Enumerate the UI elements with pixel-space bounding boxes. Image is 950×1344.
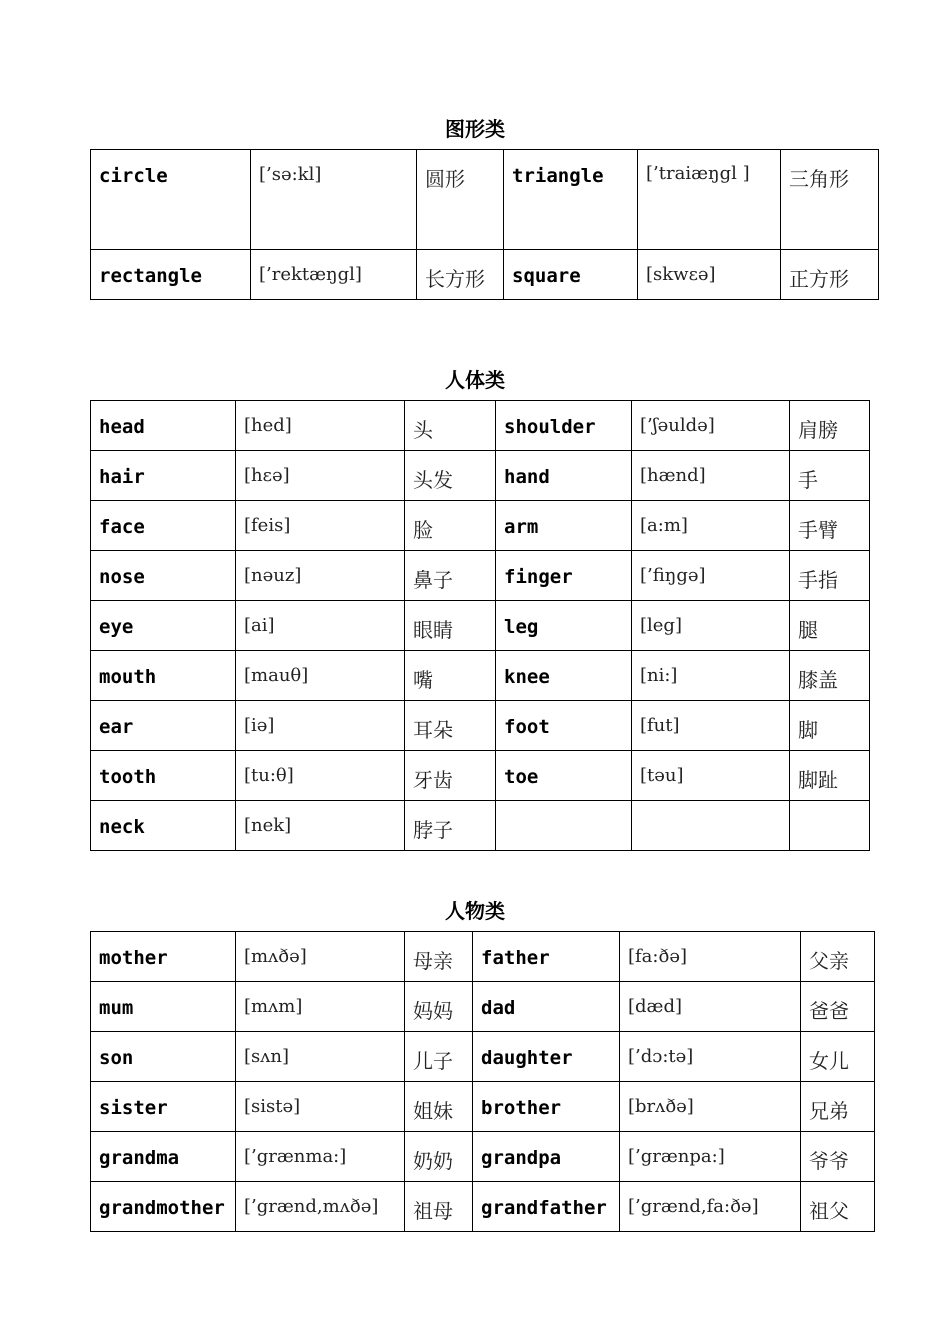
word-en: toe <box>496 751 632 801</box>
word-phonetic: [hed] <box>236 401 405 451</box>
vocab-table-shapes <box>90 149 879 300</box>
word-en: leg <box>496 601 632 651</box>
table-row <box>91 150 879 250</box>
word-phonetic: [hænd] <box>632 451 790 501</box>
table-row <box>91 601 870 651</box>
word-en: sister <box>91 1082 236 1132</box>
word-en: grandpa <box>473 1132 620 1182</box>
vocab-table-body <box>90 400 870 851</box>
word-phonetic: [ai] <box>236 601 405 651</box>
word-phonetic: [mauθ] <box>236 651 405 701</box>
word-zh: 奶奶 <box>405 1132 473 1182</box>
word-en: grandfather <box>473 1182 620 1232</box>
word-phonetic: [feis] <box>236 501 405 551</box>
word-phonetic: [sistə] <box>236 1082 405 1132</box>
word-zh: 正方形 <box>781 250 879 300</box>
table-row <box>91 1182 875 1232</box>
table-row <box>91 501 870 551</box>
word-en: finger <box>496 551 632 601</box>
word-phonetic: [nek] <box>236 801 405 851</box>
word-en: circle <box>91 150 251 250</box>
word-zh: 头 <box>405 401 496 451</box>
word-en: tooth <box>91 751 236 801</box>
word-phonetic <box>632 801 790 851</box>
word-en: mum <box>91 982 236 1032</box>
word-zh <box>790 801 870 851</box>
word-phonetic: [mʌðə] <box>236 932 405 982</box>
table-row <box>91 451 870 501</box>
word-phonetic: [dæd] <box>620 982 801 1032</box>
word-phonetic: [brʌðə] <box>620 1082 801 1132</box>
word-phonetic: [nəuz] <box>236 551 405 601</box>
word-phonetic: [skwɛə] <box>638 250 781 300</box>
word-phonetic: [ni:] <box>632 651 790 701</box>
word-en: ear <box>91 701 236 751</box>
table-row <box>91 982 875 1032</box>
word-phonetic: [’ʃəuldə] <box>632 401 790 451</box>
word-en: neck <box>91 801 236 851</box>
word-en <box>496 801 632 851</box>
word-phonetic: [fut] <box>632 701 790 751</box>
word-zh: 牙齿 <box>405 751 496 801</box>
word-en: nose <box>91 551 236 601</box>
word-zh: 眼睛 <box>405 601 496 651</box>
word-phonetic: [’dɔ:tə] <box>620 1032 801 1082</box>
word-en: triangle <box>504 150 638 250</box>
word-zh: 脚趾 <box>790 751 870 801</box>
word-en: foot <box>496 701 632 751</box>
table-row <box>91 1082 875 1132</box>
word-en: brother <box>473 1082 620 1132</box>
word-phonetic: [’rektæŋgl] <box>251 250 417 300</box>
word-phonetic: [sʌn] <box>236 1032 405 1082</box>
word-en: mouth <box>91 651 236 701</box>
word-phonetic: [’grænd,fa:ðə] <box>620 1182 801 1232</box>
word-zh: 头发 <box>405 451 496 501</box>
word-phonetic: [’grænd,mʌðə] <box>236 1182 405 1232</box>
word-phonetic: [iə] <box>236 701 405 751</box>
word-zh: 脚 <box>790 701 870 751</box>
vocab-table-people <box>90 931 875 1232</box>
table-row <box>91 1132 875 1182</box>
word-en: arm <box>496 501 632 551</box>
word-en: mother <box>91 932 236 982</box>
word-en: son <box>91 1032 236 1082</box>
word-en: head <box>91 401 236 451</box>
word-zh: 肩膀 <box>790 401 870 451</box>
word-en: daughter <box>473 1032 620 1082</box>
word-phonetic: [hɛə] <box>236 451 405 501</box>
word-zh: 脸 <box>405 501 496 551</box>
word-zh: 手指 <box>790 551 870 601</box>
word-phonetic: [mʌm] <box>236 982 405 1032</box>
word-en: face <box>91 501 236 551</box>
word-zh: 腿 <box>790 601 870 651</box>
word-zh: 爷爷 <box>801 1132 875 1182</box>
table-row <box>91 1032 875 1082</box>
word-zh: 女儿 <box>801 1032 875 1082</box>
word-phonetic: [’fiŋgə] <box>632 551 790 601</box>
word-phonetic: [’grænpa:] <box>620 1132 801 1182</box>
word-en: knee <box>496 651 632 701</box>
word-zh: 父亲 <box>801 932 875 982</box>
word-phonetic: [tu:θ] <box>236 751 405 801</box>
word-zh: 兄弟 <box>801 1082 875 1132</box>
word-zh: 圆形 <box>417 150 504 250</box>
word-en: hand <box>496 451 632 501</box>
word-phonetic: [’grænma:] <box>236 1132 405 1182</box>
table-row <box>91 551 870 601</box>
word-phonetic: [’sə:kl] <box>251 150 417 250</box>
word-zh: 爸爸 <box>801 982 875 1032</box>
section-title-shapes: 图形类 <box>445 117 505 141</box>
word-zh: 三角形 <box>781 150 879 250</box>
word-zh: 手臂 <box>790 501 870 551</box>
section-title-body: 人体类 <box>445 368 505 392</box>
word-zh: 鼻子 <box>405 551 496 601</box>
word-zh: 祖父 <box>801 1182 875 1232</box>
table-row <box>91 751 870 801</box>
word-en: grandma <box>91 1132 236 1182</box>
section-title-people: 人物类 <box>445 899 505 923</box>
word-en: dad <box>473 982 620 1032</box>
word-zh: 膝盖 <box>790 651 870 701</box>
word-zh: 祖母 <box>405 1182 473 1232</box>
word-en: father <box>473 932 620 982</box>
word-zh: 手 <box>790 451 870 501</box>
word-en: square <box>504 250 638 300</box>
word-en: shoulder <box>496 401 632 451</box>
table-row <box>91 701 870 751</box>
word-phonetic: [təu] <box>632 751 790 801</box>
table-row <box>91 250 879 300</box>
word-zh: 母亲 <box>405 932 473 982</box>
word-zh: 妈妈 <box>405 982 473 1032</box>
word-phonetic: [’traiæŋgl ] <box>638 150 781 250</box>
word-zh: 耳朵 <box>405 701 496 751</box>
table-row <box>91 651 870 701</box>
word-en: eye <box>91 601 236 651</box>
table-row <box>91 932 875 982</box>
word-phonetic: [leg] <box>632 601 790 651</box>
table-row <box>91 401 870 451</box>
word-en: grandmother <box>91 1182 236 1232</box>
word-en: hair <box>91 451 236 501</box>
word-zh: 脖子 <box>405 801 496 851</box>
word-zh: 儿子 <box>405 1032 473 1082</box>
word-zh: 长方形 <box>417 250 504 300</box>
table-row <box>91 801 870 851</box>
word-phonetic: [a:m] <box>632 501 790 551</box>
word-zh: 嘴 <box>405 651 496 701</box>
word-phonetic: [fa:ðə] <box>620 932 801 982</box>
word-en: rectangle <box>91 250 251 300</box>
word-zh: 姐妹 <box>405 1082 473 1132</box>
